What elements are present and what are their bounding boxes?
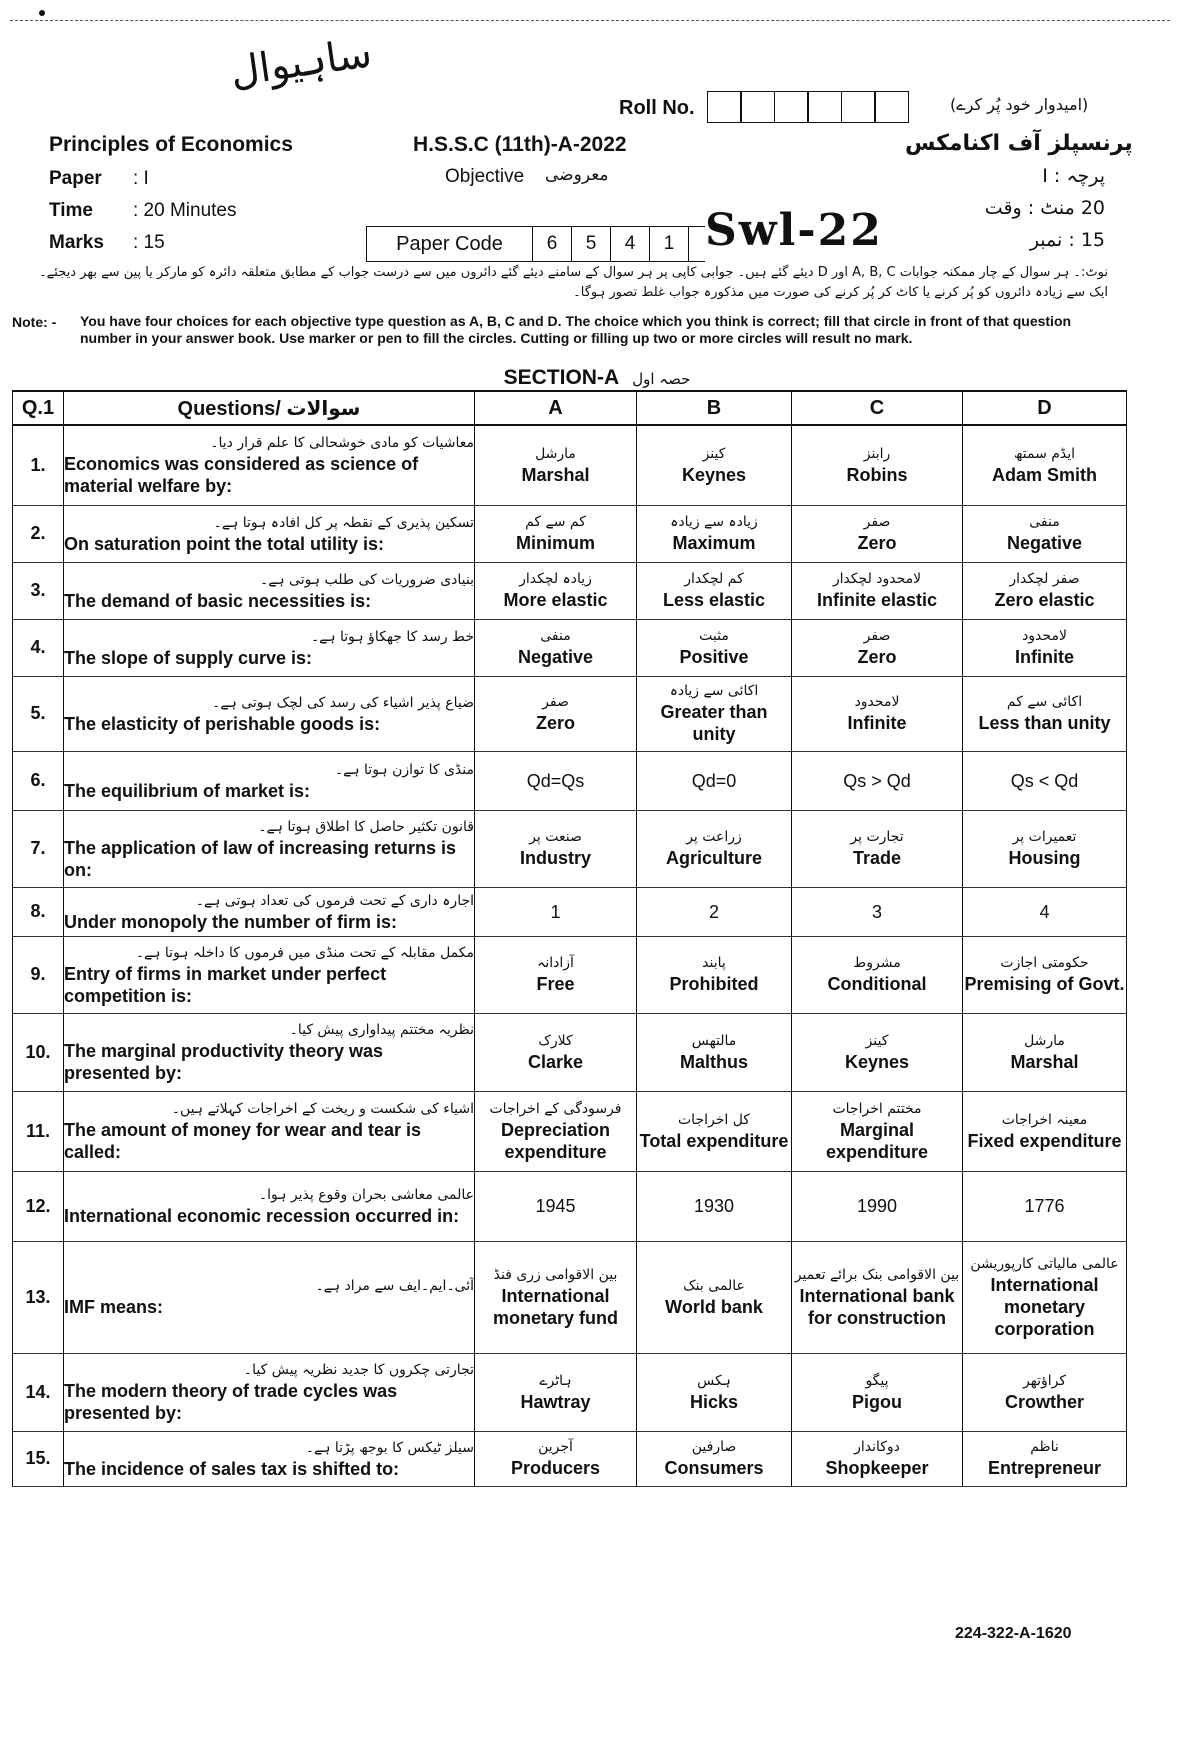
paper-code-digit: 4: [611, 227, 650, 261]
option-b-english: Consumers: [664, 1458, 764, 1478]
option-d-english: Infinite: [1015, 647, 1074, 667]
question-english: IMF means:: [64, 1297, 164, 1317]
section-title: SECTION-A: [503, 366, 619, 389]
option-b-cell: [637, 1431, 792, 1486]
note-urdu-line: نوٹ:۔ ہر سوال کے چار ممکنہ جوابات A, B, C اور D دیئے گئے ہیں۔ جوابی کاپی پر ہر سوال کے سامنے دیئے گئے دائروں میں سے درست جواب کے مطابق متعلقہ دائرہ کو مارکر یا پین سے بھر دیجئے۔: [39, 265, 1108, 280]
option-a-english: 1945: [535, 1196, 576, 1216]
question-number: 11.: [13, 1091, 64, 1171]
question-urdu: اشیاء کی شکست و ریخت کے اخراجات کہلاتے ہیں۔: [171, 1101, 474, 1117]
option-b-urdu: پابند: [702, 955, 726, 971]
option-a-urdu: صفر: [542, 694, 569, 710]
roll-no-label: Roll No.: [619, 97, 695, 119]
option-d-urdu: معینہ اخراجات: [1001, 1111, 1088, 1128]
objective-label: Objective: [445, 166, 525, 187]
option-d-english: Zero elastic: [994, 590, 1095, 610]
handwritten-district: ساہیوال: [227, 30, 375, 96]
roll-no-box[interactable]: [841, 91, 876, 123]
option-b-cell: [637, 505, 792, 562]
question-urdu: معاشیات کو مادی خوشحالی کا علم قرار دیا۔: [210, 435, 474, 452]
roll-no-box[interactable]: [774, 91, 809, 123]
option-a-english: Free: [536, 974, 575, 994]
option-d-urdu: کراؤتھر: [1022, 1372, 1067, 1389]
option-b-english: 1930: [693, 1196, 735, 1216]
option-c-cell: [792, 1241, 963, 1353]
option-d-cell: [963, 887, 1127, 936]
option-d-cell: [963, 1241, 1127, 1353]
question-english: The equilibrium of market is:: [64, 780, 311, 801]
option-b-cell: [637, 1091, 792, 1171]
note-urdu: [28, 263, 1108, 303]
option-b-english: Malthus: [679, 1051, 748, 1072]
option-b-cell: [637, 887, 792, 936]
option-a-cell: [475, 676, 637, 751]
option-c-urdu: تجارت پر: [850, 829, 904, 845]
question-urdu: عالمی معاشی بحران وقوع پذیر ہوا۔: [258, 1187, 474, 1203]
option-c-cell: [792, 751, 963, 810]
note-english: You have four choices for each objective type question as A, B, C and D. The choice which you think is correct; fill that circle in front of that question number in your answer book. Use marker or pen to fill the circles. Cutting or filling up two or more circles will result no mark.: [80, 313, 1072, 346]
option-d-cell: [963, 751, 1127, 810]
question-cell: [64, 425, 475, 505]
option-c-cell: [792, 1431, 963, 1486]
option-a-cell: [475, 936, 637, 1013]
question-urdu: منڈی کا توازن ہوتا ہے۔: [334, 761, 474, 778]
question-english: On saturation point the total utility is:: [64, 533, 384, 554]
question-cell: [64, 562, 475, 619]
question-number: 3.: [13, 562, 64, 619]
option-c-english: Infinite elastic: [816, 590, 938, 610]
question-number: 12.: [13, 1171, 64, 1241]
option-a-english: Producers: [510, 1458, 601, 1478]
option-d-urdu: عالمی مالیاتی کارپوریشن: [970, 1255, 1119, 1272]
roll-no-boxes[interactable]: [708, 91, 909, 123]
option-a-cell: [475, 1241, 637, 1353]
option-c-english: Robins: [846, 464, 908, 485]
option-c-english: Trade: [852, 848, 902, 868]
option-c-urdu: لامحدود لچکدار: [832, 571, 922, 587]
option-b-urdu: زیادہ سے زیادہ: [670, 514, 758, 530]
table-row: [13, 619, 1127, 676]
question-english: The elasticity of perishable goods is:: [64, 713, 381, 734]
header-option-c: C: [792, 391, 963, 425]
option-d-english: 1776: [1024, 1196, 1065, 1216]
option-d-english: International monetary corporation: [990, 1274, 1099, 1339]
option-a-english: 1: [550, 901, 561, 922]
option-b-cell: [637, 1241, 792, 1353]
option-c-english: 3: [871, 901, 882, 922]
option-b-english: Total expenditure: [639, 1130, 789, 1151]
paper-code-label: Paper Code: [367, 227, 533, 261]
option-a-urdu: فرسودگی کے اخراجات: [489, 1100, 622, 1117]
option-a-cell: [475, 1171, 637, 1241]
option-c-english: Zero: [857, 533, 897, 553]
option-c-english: Zero: [857, 647, 897, 667]
table-row: [13, 1353, 1127, 1431]
subject-title-urdu: پرنسپلز آف اکنامکس: [905, 131, 1133, 156]
option-d-cell: [963, 1013, 1127, 1091]
option-c-cell: [792, 1091, 963, 1171]
option-c-cell: [792, 1013, 963, 1091]
option-d-cell: [963, 1091, 1127, 1171]
option-c-cell: [792, 1353, 963, 1431]
option-d-english: Fixed expenditure: [967, 1130, 1122, 1151]
option-a-english: Industry: [519, 848, 591, 868]
option-c-urdu: صفر: [863, 514, 891, 530]
table-row: [13, 751, 1127, 810]
marks-value: : 15: [133, 232, 165, 253]
option-a-english: Marshal: [521, 464, 590, 485]
questions-body: [13, 425, 1127, 1486]
option-b-english: Hicks: [689, 1391, 739, 1412]
option-d-cell: [963, 1353, 1127, 1431]
option-b-urdu: زراعت پر: [686, 829, 742, 845]
option-a-english: Negative: [517, 647, 594, 667]
option-c-english: Conditional: [827, 974, 927, 994]
option-a-urdu: زیادہ لچکدار: [519, 571, 592, 587]
option-b-urdu: مالتھس: [691, 1032, 737, 1049]
question-cell: [64, 1241, 475, 1353]
header-option-a: A: [475, 391, 637, 425]
question-english: Under monopoly the number of firm is:: [64, 911, 398, 932]
note-label: Note: -: [12, 314, 57, 330]
option-b-cell: [637, 619, 792, 676]
option-d-urdu: ناظم: [1030, 1439, 1059, 1455]
option-c-cell: [792, 810, 963, 887]
option-d-urdu: منفی: [1029, 514, 1060, 530]
option-a-english: Depreciation expenditure: [500, 1119, 611, 1162]
option-a-cell: [475, 810, 637, 887]
question-urdu: ضیاع پذیر اشیاء کی رسد کی لچک ہوتی ہے۔: [212, 694, 474, 711]
option-c-english: Infinite: [847, 713, 907, 733]
table-row: [13, 1431, 1127, 1486]
section-title-urdu: حصہ اول: [632, 370, 691, 388]
question-urdu: سیلز ٹیکس کا بوجھ پڑتا ہے۔: [305, 1439, 474, 1456]
time-urdu: 20 منٹ : وقت: [984, 197, 1105, 219]
question-cell: [64, 1353, 475, 1431]
option-c-cell: [792, 676, 963, 751]
question-number: 1.: [13, 425, 64, 505]
question-number: 2.: [13, 505, 64, 562]
question-cell: [64, 1431, 475, 1486]
question-urdu: تسکین پذیری کے نقطہ پر کل افادہ ہوتا ہے۔: [213, 514, 474, 531]
option-b-urdu: صارفین: [691, 1439, 737, 1455]
option-a-english: Hawtray: [520, 1391, 591, 1412]
option-b-urdu: عالمی بنک: [683, 1277, 745, 1294]
option-d-english: 4: [1039, 901, 1050, 922]
option-a-cell: [475, 425, 637, 505]
option-b-urdu: کل اخراجات: [678, 1111, 750, 1128]
option-b-english: Prohibited: [669, 974, 759, 994]
roll-no-box[interactable]: [874, 91, 909, 123]
option-a-cell: [475, 887, 637, 936]
table-row: [13, 425, 1127, 505]
question-cell: [64, 505, 475, 562]
option-b-cell: [637, 936, 792, 1013]
option-a-urdu: ہاٹرے: [539, 1372, 572, 1389]
table-row: [13, 887, 1127, 936]
option-b-urdu: اکائی سے زیادہ: [669, 683, 759, 699]
question-cell: [64, 810, 475, 887]
footer-code: 224-322-A-1620: [955, 1625, 1072, 1642]
question-cell: [64, 1013, 475, 1091]
question-number: 9.: [13, 936, 64, 1013]
marks-urdu: 15 : نمبر: [1029, 229, 1105, 251]
option-a-cell: [475, 562, 637, 619]
option-b-cell: [637, 562, 792, 619]
option-c-english: Marginal expenditure: [825, 1119, 929, 1162]
option-a-urdu: آجرین: [538, 1439, 573, 1455]
paper-code-digit: 5: [572, 227, 611, 261]
option-c-english: Keynes: [844, 1051, 910, 1072]
question-cell: [64, 676, 475, 751]
question-cell: [64, 936, 475, 1013]
option-d-urdu: صفر لچکدار: [1009, 571, 1080, 587]
question-number: 4.: [13, 619, 64, 676]
question-cell: [64, 887, 475, 936]
paper-code-box: [366, 226, 705, 262]
question-english: The modern theory of trade cycles was presented by:: [64, 1381, 398, 1423]
question-urdu: اجارہ داری کے تحت فرموں کی تعداد ہوتی ہے۔: [195, 892, 474, 909]
option-c-urdu: مشروط: [853, 955, 901, 971]
option-d-cell: [963, 1171, 1127, 1241]
option-b-cell: [637, 751, 792, 810]
paper-value: : I: [133, 168, 149, 189]
question-english: Entry of firms in market under perfect competition is:: [64, 963, 387, 1006]
option-a-english: Zero: [535, 713, 575, 733]
option-b-cell: [637, 676, 792, 751]
exam-code: H.S.S.C (11th)-A-2022: [413, 133, 627, 156]
option-d-urdu: اکائی سے کم: [1006, 694, 1083, 710]
table-row: [13, 810, 1127, 887]
question-cell: [64, 1171, 475, 1241]
option-c-urdu: پیگو: [865, 1372, 889, 1389]
option-b-cell: [637, 425, 792, 505]
option-c-cell: [792, 619, 963, 676]
table-row: [13, 676, 1127, 751]
table-row: [13, 1013, 1127, 1091]
option-a-cell: [475, 1431, 637, 1486]
question-number: 14.: [13, 1353, 64, 1431]
option-d-cell: [963, 505, 1127, 562]
question-english: The slope of supply curve is:: [64, 647, 313, 668]
option-d-english: Crowther: [1004, 1391, 1084, 1412]
option-d-english: Housing: [1008, 848, 1081, 868]
option-d-english: Negative: [1006, 533, 1083, 553]
question-cell: [64, 619, 475, 676]
question-english: Economics was considered as science of material welfare by:: [64, 454, 419, 497]
option-a-english: International monetary fund: [492, 1285, 618, 1328]
option-d-cell: [963, 676, 1127, 751]
option-b-english: Qd=0: [691, 770, 737, 791]
option-b-cell: [637, 1353, 792, 1431]
question-english: International economic recession occurred in:: [64, 1206, 460, 1226]
option-b-cell: [637, 1171, 792, 1241]
option-b-english: Agriculture: [665, 848, 762, 868]
option-a-cell: [475, 1091, 637, 1171]
option-c-urdu: بین الاقوامی بنک برائے تعمیر: [794, 1266, 960, 1283]
time-value: : 20 Minutes: [133, 200, 237, 221]
option-b-english: Less elastic: [662, 590, 766, 610]
question-urdu: مکمل مقابلہ کے تحت منڈی میں فرموں کا داخلہ ہوتا ہے۔: [135, 944, 474, 961]
question-number: 7.: [13, 810, 64, 887]
option-d-urdu: ایڈم سمتھ: [1013, 445, 1076, 462]
option-a-urdu: کم سے کم: [525, 514, 586, 530]
option-d-cell: [963, 1431, 1127, 1486]
option-a-english: Clarke: [527, 1051, 584, 1072]
question-number: 13.: [13, 1241, 64, 1353]
option-d-english: Marshal: [1010, 1051, 1079, 1072]
option-d-english: Entrepreneur: [987, 1458, 1102, 1478]
question-urdu: آئی۔ایم۔ایف سے مراد ہے۔: [315, 1278, 474, 1294]
question-number: 5.: [13, 676, 64, 751]
question-english: The incidence of sales tax is shifted to:: [64, 1458, 400, 1479]
option-c-cell: [792, 1171, 963, 1241]
option-b-urdu: کم لچکدار: [684, 571, 744, 587]
option-c-urdu: مختتم اخراجات: [832, 1100, 922, 1117]
option-a-cell: [475, 1353, 637, 1431]
paper-label: Paper: [49, 168, 102, 189]
option-d-english: Premising of Govt.: [964, 974, 1125, 994]
option-b-english: 2: [708, 901, 719, 922]
option-d-urdu: لامحدود: [1022, 628, 1067, 644]
option-a-cell: [475, 751, 637, 810]
option-b-urdu: ہکس: [697, 1372, 731, 1389]
header-questions: Questions/ سوالات: [64, 391, 475, 425]
header-q1: Q.1: [13, 391, 64, 425]
roll-no-box[interactable]: [707, 91, 742, 123]
option-b-cell: [637, 810, 792, 887]
option-d-urdu: حکومتی اجازت: [1000, 955, 1089, 971]
option-c-english: Pigou: [852, 1391, 902, 1412]
option-a-urdu: مارشل: [535, 445, 576, 462]
objective-urdu: معروضی: [545, 165, 609, 185]
option-c-urdu: کینز: [865, 1032, 889, 1049]
option-c-english: 1990: [856, 1196, 898, 1216]
table-row: [13, 1091, 1127, 1171]
paper-code-digit: 6: [533, 227, 572, 261]
option-a-english: Minimum: [516, 533, 595, 553]
table-row: [13, 936, 1127, 1013]
option-b-urdu: کینز: [702, 445, 726, 462]
option-c-urdu: لامحدود: [854, 694, 900, 710]
top-dashed-rule: [10, 20, 1170, 21]
question-english: The marginal productivity theory was presented by:: [64, 1041, 384, 1083]
option-c-cell: [792, 562, 963, 619]
table-header-row: [13, 391, 1127, 425]
option-b-english: Positive: [679, 647, 749, 667]
marks-label: Marks: [49, 232, 104, 253]
option-b-english: Greater than unity: [660, 702, 768, 744]
option-d-english: Adam Smith: [991, 464, 1097, 485]
option-d-cell: [963, 810, 1127, 887]
option-a-urdu: کلارک: [538, 1032, 573, 1049]
note-urdu-line: ایک سے زیادہ دائروں کو پُر کرنے یا کاٹ کر پُر کرنے کی صورت میں مذکورہ جواب غلط تصور ہوگا۔: [573, 285, 1108, 300]
subject-title: Principles of Economics: [49, 133, 293, 156]
header-option-d: D: [963, 391, 1127, 425]
option-b-urdu: مثبت: [699, 628, 729, 644]
option-a-urdu: آزادانہ: [537, 955, 574, 971]
question-english: The application of law of increasing returns is on:: [64, 837, 457, 880]
option-b-cell: [637, 1013, 792, 1091]
table-row: [13, 1241, 1127, 1353]
question-number: 6.: [13, 751, 64, 810]
question-cell: [64, 751, 475, 810]
option-a-urdu: صنعت پر: [529, 829, 582, 845]
roll-no-urdu: (امیدوار خود پُر کرے): [950, 95, 1089, 114]
time-label: Time: [49, 200, 94, 221]
option-a-english: More elastic: [503, 590, 608, 610]
table-row: [13, 562, 1127, 619]
option-c-cell: [792, 425, 963, 505]
option-d-cell: [963, 619, 1127, 676]
roll-no-box[interactable]: [740, 91, 775, 123]
handwritten-board-code: Swl-22: [705, 205, 883, 256]
option-c-urdu: رابنز: [863, 445, 891, 462]
question-english: The demand of basic necessities is:: [64, 590, 372, 611]
option-a-cell: [475, 1013, 637, 1091]
paper-urdu: I : پرچہ: [1042, 165, 1105, 187]
question-urdu: بنیادی ضروریات کی طلب ہوتی ہے۔: [260, 571, 474, 588]
option-c-urdu: صفر: [863, 628, 891, 644]
header-option-b: B: [637, 391, 792, 425]
option-b-english: Keynes: [681, 464, 747, 485]
option-c-english: International bank for construction: [799, 1285, 955, 1328]
option-d-cell: [963, 936, 1127, 1013]
question-number: 8.: [13, 887, 64, 936]
table-row: [13, 1171, 1127, 1241]
option-d-english: Qs < Qd: [1010, 770, 1079, 791]
option-b-english: Maximum: [672, 533, 756, 553]
option-c-cell: [792, 887, 963, 936]
option-c-english: Qs > Qd: [843, 770, 911, 791]
question-number: 10.: [13, 1013, 64, 1091]
table-row: [13, 505, 1127, 562]
option-c-cell: [792, 936, 963, 1013]
option-c-english: Shopkeeper: [825, 1458, 929, 1478]
option-a-english: Qd=Qs: [526, 770, 585, 791]
question-urdu: تجارتی چکروں کا جدید نظریہ پیش کیا۔: [243, 1362, 474, 1378]
option-b-english: World bank: [665, 1296, 763, 1317]
question-number: 15.: [13, 1431, 64, 1486]
section-heading: [0, 366, 1194, 390]
option-c-urdu: دوکاندار: [854, 1439, 900, 1455]
ink-dot: [39, 10, 45, 16]
option-c-cell: [792, 505, 963, 562]
question-urdu: قانون تکثیر حاصل کا اطلاق ہوتا ہے۔: [258, 818, 474, 835]
question-english: The amount of money for wear and tear is called:: [64, 1120, 422, 1162]
option-d-cell: [963, 562, 1127, 619]
option-a-urdu: منفی: [540, 628, 571, 644]
roll-no-box[interactable]: [807, 91, 842, 123]
paper-code-digit: 1: [650, 227, 689, 261]
option-d-cell: [963, 425, 1127, 505]
questions-table: [12, 390, 1127, 1487]
option-a-cell: [475, 619, 637, 676]
option-d-urdu: مارشل: [1024, 1032, 1065, 1049]
option-d-urdu: تعمیرات پر: [1012, 829, 1077, 845]
question-cell: [64, 1091, 475, 1171]
option-a-cell: [475, 505, 637, 562]
question-urdu: نظریہ مختتم پیداواری پیش کیا۔: [289, 1022, 474, 1038]
option-d-english: Less than unity: [978, 713, 1111, 733]
option-a-urdu: بین الاقوامی زری فنڈ: [493, 1266, 618, 1283]
question-urdu: خط رسد کا جھکاؤ ہوتا ہے۔: [310, 628, 474, 645]
